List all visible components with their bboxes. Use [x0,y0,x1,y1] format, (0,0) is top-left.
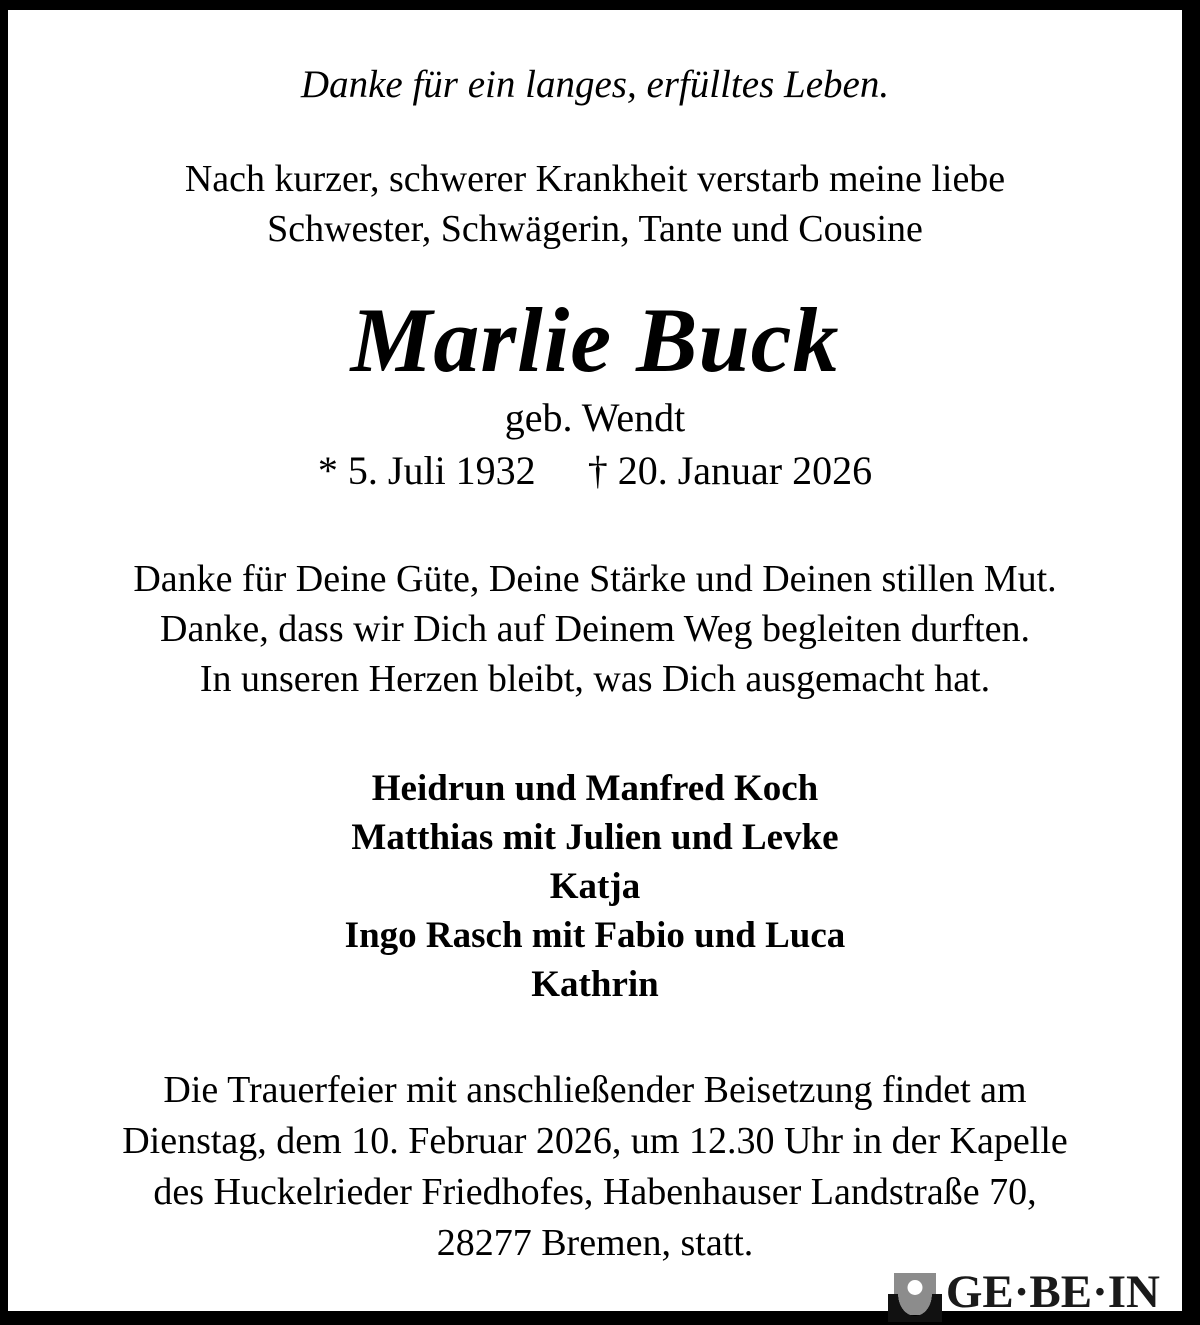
family-line-1: Heidrun und Manfred Koch [371,768,819,809]
opening-quote: Danke für ein langes, erfülltes Leben. [300,63,890,106]
intro-line-1: Nach kurzer, schwerer Krankheit verstarb meine liebe [184,158,1006,200]
gebein-figure-icon [894,1273,936,1315]
family-line-2: Matthias mit Julien und Levke [351,817,839,858]
gebein-logo-text: GE·BE·IN [945,1266,1160,1318]
life-dates [52,446,1138,496]
birth-date: * 5. Juli 1932 [317,448,536,493]
family-line-4: Ingo Rasch mit Fabio und Luca [344,915,846,956]
service-line-2: Dienstag, dem 10. Februar 2026, um 12.30 Uhr in der Kapelle [122,1120,1068,1162]
funeral-service-details [52,1065,1138,1269]
verse-line-1: Danke für Deine Güte, Deine Stärke und Deinen stillen Mut. [133,558,1057,600]
service-line-1: Die Trauerfeier mit anschließender Beisetzung findet am [163,1069,1027,1111]
verse-line-2: Danke, dass wir Dich auf Deinem Weg begleiten durften. [160,608,1030,650]
memorial-verse [52,554,1138,704]
verse-line-3: In unseren Herzen bleibt, was Dich ausgemacht hat. [199,658,991,700]
service-line-4: 28277 Bremen, statt. [436,1222,754,1264]
maiden-name: geb. Wendt [504,395,686,440]
death-date: † 20. Januar 2026 [587,448,873,493]
intro-line-2: Schwester, Schwägerin, Tante und Cousine [267,208,923,250]
bereaved-family [52,764,1138,1009]
family-line-5: Kathrin [531,964,659,1005]
family-line-3: Katja [549,866,641,907]
gebein-logo [894,1266,1160,1318]
figure-head-icon [907,1280,922,1295]
figure-arch-icon [888,1294,942,1322]
deceased-name: Marlie Buck [350,289,840,391]
service-line-3: des Huckelrieder Friedhofes, Habenhauser Landstraße 70, [153,1171,1037,1213]
notice-content [8,10,1182,1311]
intro-text [52,154,1138,254]
